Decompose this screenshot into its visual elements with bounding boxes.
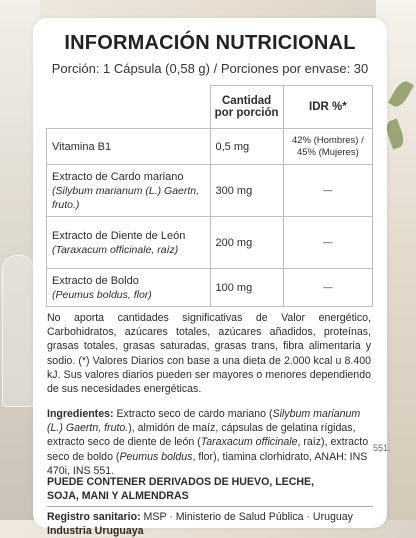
ingredients [47,407,371,478]
row-amount: 200 mg [210,217,283,269]
row-name-cell [47,217,211,269]
ingredients-latin-1: Silybum marianum (L.) Gaertn, fruto. [47,408,361,435]
table-header-amount: Cantidad por porción [210,86,283,129]
row-idr: — [283,269,372,307]
table-row [47,217,373,269]
row-name: Extracto de Boldo [52,274,139,287]
ingredients-text-3: , raíz), extracto seco de boldo ( [47,436,369,463]
ingredients-latin-2: Taraxacum officinale [200,436,298,449]
registry-label: Registro sanitario: [47,511,141,523]
table-header-empty [47,86,211,129]
row-idr: 42% (Hombres) / 45% (Mujeres) [283,129,372,165]
ingredients-text-2: ), almidón de maíz, cápsulas de gelatina rígidas, extracto seco de diente de león ( [47,422,356,449]
page-title: INFORMACIÓN NUTRICIONAL [64,32,356,54]
glass-decoration [2,255,34,407]
row-name: Vitamina B1 [47,129,211,165]
row-latin: (Peumus boldus, flor) [52,288,152,301]
registry-value: MSP · Ministerio de Salud Pública · Uruguay [140,511,353,523]
row-idr: — [283,217,372,269]
row-name: Extracto de Cardo mariano [52,170,184,183]
row-name-cell [47,269,211,307]
divider [47,506,373,507]
nutrition-note: No aporta cantidades significativas de Valor energético, Carbohidratos, azúcares totales, azúcares añadidos, proteínas, grasas totales, grasas saturadas, grasas trans, fibra alimentaria y sodio. (*) Valores Diarios con base a una dieta de 2.000 kcal u 8.400 kJ. Sus valores diarios pueden ser mayores o menores dependiendo de sus necesidades energéticas. [47,312,371,396]
table-row [47,129,373,165]
ingredients-overflow-text: 551. [373,443,391,453]
row-name: Extracto de Diente de León [52,229,186,242]
row-latin: (Silybum marianum (L.) Gaertn, fruto.) [52,184,200,211]
ingredients-label: Ingredientes: [47,408,114,420]
row-name-cell [47,165,211,217]
table-row [47,165,373,217]
row-amount: 100 mg [210,269,283,307]
ingredients-latin-3: Peumus boldus [119,450,193,463]
table-header-idr: IDR %* [283,86,372,129]
origin-label: Industria Uruguaya [47,525,144,537]
row-amount: 0,5 mg [210,129,283,165]
table-row [47,269,373,307]
ingredients-text-1: Extracto seco de cardo mariano ( [113,408,273,420]
allergen-warning: PUEDE CONTENER DERIVADOS DE HUEVO, LECHE, SOJA, MANI Y ALMENDRAS [47,476,315,503]
row-idr: — [283,165,372,217]
row-amount: 300 mg [210,165,283,217]
serving-info: Porción: 1 Cápsula (0,58 g) / Porciones por envase: 30 [51,61,369,76]
registry-info [47,510,373,538]
table-header-row [47,86,373,129]
nutrition-table [46,85,373,307]
nutrition-panel [33,18,391,537]
ingredients-text-4: , flor), tiamina clorhidrato, ANAH: INS 470i, INS 551. [47,450,368,477]
row-latin: (Taraxacum officinale, raíz) [52,243,179,256]
